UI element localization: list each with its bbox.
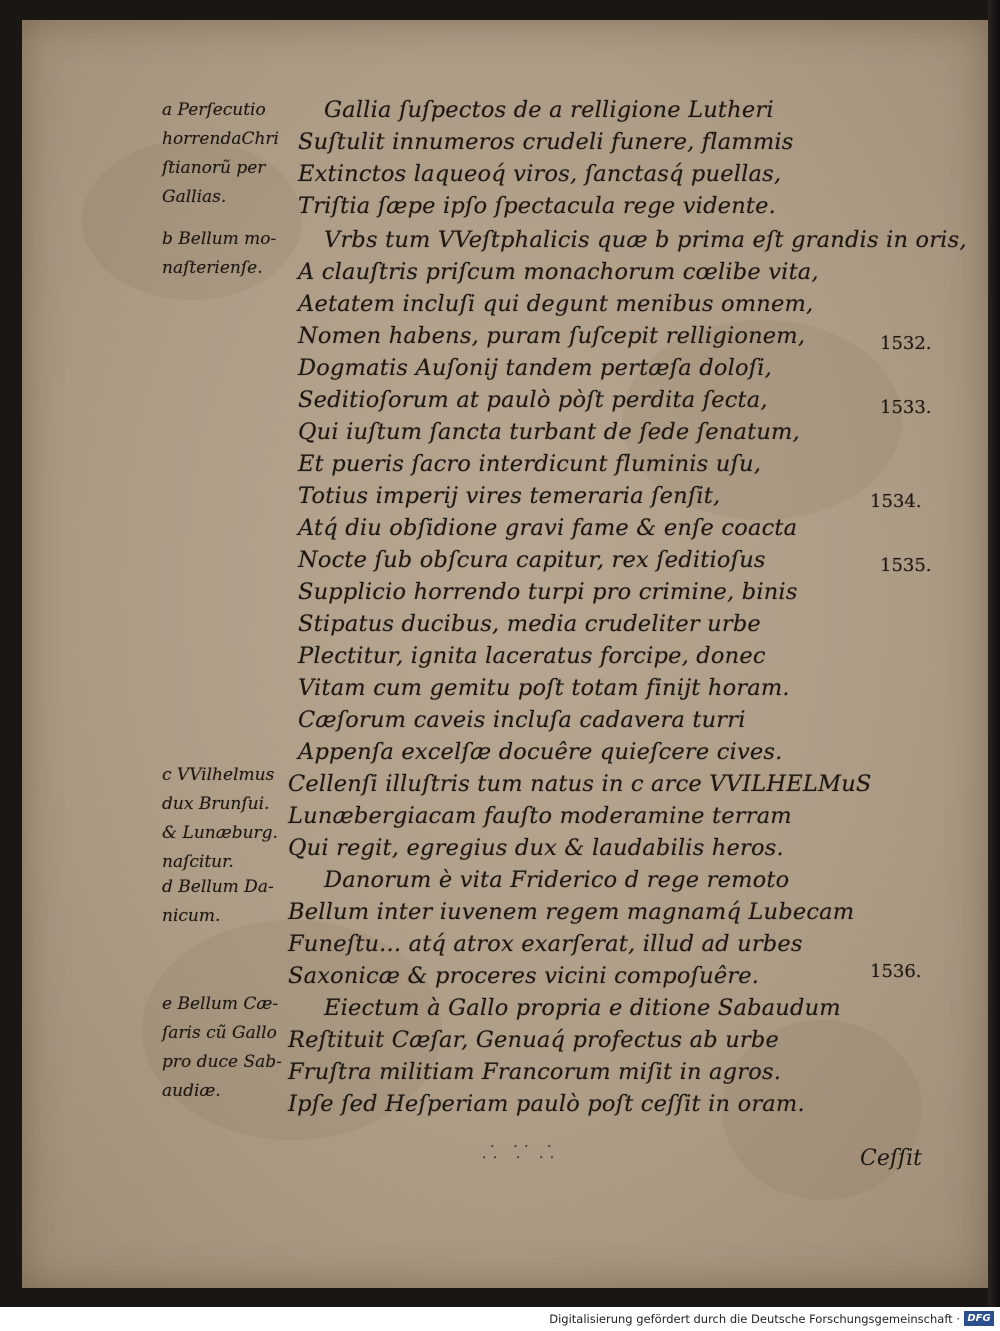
verse-line: Qui iuſtum ſancta turbant de ſede ſenatum, — [298, 419, 800, 445]
year-note: 1534. — [870, 491, 922, 512]
verse-line: Fruſtra militiam Francorum miſit in agros. — [288, 1059, 782, 1085]
verse-line: Appenſa excelſæ docuêre quieſcere cives. — [298, 739, 783, 765]
verse-line: Suſtulit innumeros crudeli funere, flammis — [298, 129, 794, 155]
margin-note: nicum. — [162, 906, 221, 926]
verse-line: Lunæbergiacam fauſto moderamine terram — [288, 803, 792, 829]
verse-line: Dogmatis Auſonij tandem pertæſa doloſi, — [298, 355, 772, 381]
verse-line: Nomen habens, puram ſuſcepit relligionem, — [298, 323, 806, 349]
verse-line: Plectitur, ignita laceratus forcipe, donec — [298, 643, 766, 669]
year-note: 1536. — [870, 961, 922, 982]
margin-note: e Bellum Cæ- — [162, 994, 279, 1014]
year-note: 1535. — [880, 555, 932, 576]
margin-note: naſcitur. — [162, 852, 234, 872]
verse-line: A clauſtris priſcum monachorum cœlibe vita, — [298, 259, 819, 285]
verse-line: Qui regit, egregius dux & laudabilis heros. — [288, 835, 784, 861]
verse-line: Vitam cum gemitu poſt totam finijt horam. — [298, 675, 790, 701]
margin-note: b Bellum mo- — [162, 229, 277, 249]
ornament: ⸫ ⸪ ⸫ — [482, 1142, 558, 1163]
margin-note: ſaris cũ Gallo — [162, 1023, 277, 1043]
verse-line: Cellenſi illuſtris tum natus in c arce VVILHELMuS — [288, 771, 872, 797]
verse-line: Stipatus ducibus, media crudeliter urbe — [298, 611, 761, 637]
verse-line: Totius imperij vires temeraria ſenſit, — [298, 483, 721, 509]
verse-line: Bellum inter iuvenem regem magnamq́ Lubecam — [288, 899, 855, 925]
verse-line: Cæſorum caveis incluſa cadavera turri — [298, 707, 746, 733]
verse-line: Aetatem incluſi qui degunt menibus omnem, — [298, 291, 814, 317]
verse-line: Funeſtu... atq́ atrox exarſerat, illud ad urbes — [288, 931, 803, 957]
catchword: Ceſſit — [860, 1146, 923, 1171]
margin-note: d Bellum Da- — [162, 877, 274, 897]
margin-note: dux Brunſui. — [162, 794, 270, 814]
year-note: 1532. — [880, 333, 932, 354]
verse-line: Ipſe ſed Heſperiam paulò poſt ceſſit in oram. — [288, 1091, 805, 1117]
margin-note: horrendaChri — [162, 129, 279, 149]
margin-note: Gallias. — [162, 187, 227, 207]
margin-note: pro duce Sab- — [162, 1052, 282, 1072]
verse-line: Vrbs tum VVeſtphalicis quæ b prima eſt grandis in oris, — [324, 227, 967, 253]
verse-line: Gallia ſuſpectos de a relligione Lutheri — [324, 97, 774, 123]
verse-line: Reſtituit Cæſar, Genuaq́ profectus ab urbe — [288, 1027, 779, 1053]
verse-line: Danorum è vita Friderico d rege remoto — [324, 867, 790, 893]
verse-line: Saxonicæ & proceres vicini compoſuêre. — [288, 963, 760, 989]
verse-line: Atq́ diu obſidione gravi fame & enſe coacta — [298, 515, 798, 541]
dfg-logo-icon: DFG — [964, 1311, 994, 1326]
margin-note: naſterienſe. — [162, 258, 263, 278]
verse-line: Et pueris ſacro interdicunt fluminis uſu, — [298, 451, 762, 477]
funding-notice: Digitalisierung gefördert durch die Deutsche Forschungsgemeinschaft · — [549, 1312, 960, 1326]
margin-note: c VVilhelmus — [162, 765, 275, 785]
margin-note: a Perſecutio — [162, 100, 266, 120]
verse-line: Supplicio horrendo turpi pro crimine, binis — [298, 579, 798, 605]
verse-line: Extinctos laqueoq́ viros, ſanctasq́ puellas, — [298, 161, 782, 187]
margin-note: & Lunæburg. — [162, 823, 278, 843]
verse-line: Nocte ſub obſcura capitur, rex ſeditioſus — [298, 547, 766, 573]
margin-note: ſtianorũ per — [162, 158, 266, 178]
digitization-footer — [0, 1307, 1000, 1331]
verse-line: Eiectum à Gallo propria e ditione Sabaudum — [324, 995, 841, 1021]
verse-line: Seditioſorum at paulò pòſt perdita ſecta, — [298, 387, 768, 413]
year-note: 1533. — [880, 397, 932, 418]
verse-line: Triſtia ſæpe ipſo ſpectacula rege vidente. — [298, 193, 776, 219]
margin-note: audiæ. — [162, 1081, 221, 1101]
